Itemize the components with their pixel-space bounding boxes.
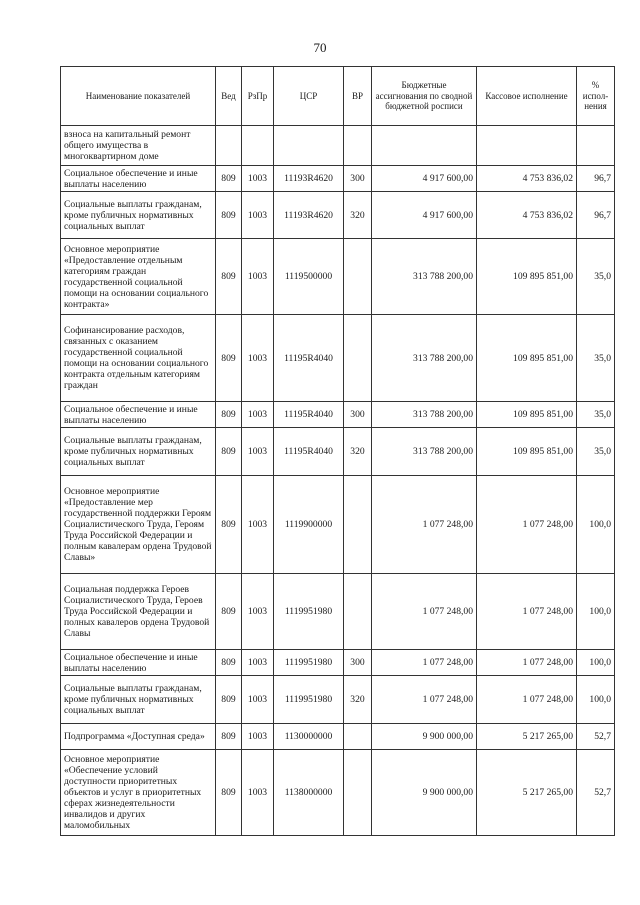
page-number: 70 [313, 40, 327, 55]
cell-execution-percent: 100,0 [577, 676, 615, 724]
cell-cash-execution: 109 895 851,00 [477, 402, 577, 428]
table-row [61, 126, 615, 166]
cell-vr [344, 724, 372, 750]
cell-csr [274, 126, 344, 166]
cell-ved: 809 [216, 428, 242, 476]
cell-execution-percent: 52,7 [577, 724, 615, 750]
cell-indicator-name: Социальное обеспечение и иные выплаты населению [61, 166, 216, 192]
cell-indicator-name: Основное мероприятие «Предоставление отдельным категориям граждан государственной социальной помощи на основании социального контракта» [61, 239, 216, 315]
cell-budget-allocations: 313 788 200,00 [372, 402, 477, 428]
cell-rzpr: 1003 [242, 428, 274, 476]
cell-cash-execution: 5 217 265,00 [477, 724, 577, 750]
cell-budget-allocations: 9 900 000,00 [372, 750, 477, 836]
cell-vr [344, 315, 372, 402]
cell-indicator-name: Социальная поддержка Героев Социалистического Труда, Героев Труда Российской Федерации и полных кавалеров ордена Трудовой Славы [61, 574, 216, 650]
cell-execution-percent: 96,7 [577, 166, 615, 192]
cell-csr: 11193R4620 [274, 192, 344, 239]
cell-budget-allocations: 4 917 600,00 [372, 166, 477, 192]
table-row [61, 315, 615, 402]
cell-vr: 320 [344, 192, 372, 239]
cell-indicator-name: Социальное обеспечение и иные выплаты населению [61, 402, 216, 428]
cell-indicator-name: Социальное обеспечение и иные выплаты населению [61, 650, 216, 676]
cell-indicator-name: взноса на капитальный ремонт общего имущества в многоквартирном доме [61, 126, 216, 166]
table-row [61, 166, 615, 192]
table-row [61, 650, 615, 676]
cell-cash-execution: 109 895 851,00 [477, 315, 577, 402]
cell-ved: 809 [216, 724, 242, 750]
header-ved: Вед [216, 67, 242, 126]
cell-rzpr: 1003 [242, 239, 274, 315]
cell-ved: 809 [216, 192, 242, 239]
cell-budget-allocations: 313 788 200,00 [372, 315, 477, 402]
table-row [61, 402, 615, 428]
cell-csr: 11195R4040 [274, 428, 344, 476]
cell-ved: 809 [216, 402, 242, 428]
cell-vr: 300 [344, 650, 372, 676]
table-row [61, 476, 615, 574]
cell-vr [344, 476, 372, 574]
table-row [61, 676, 615, 724]
cell-ved: 809 [216, 676, 242, 724]
cell-vr [344, 750, 372, 836]
cell-ved: 809 [216, 476, 242, 574]
cell-vr: 320 [344, 428, 372, 476]
header-csr: ЦСР [274, 67, 344, 126]
cell-rzpr: 1003 [242, 650, 274, 676]
cell-indicator-name: Основное мероприятие «Обеспечение условий доступности приоритетных объектов и услуг в приоритетных сферах жизнедеятельности инвалидов и других маломобильных [61, 750, 216, 836]
cell-budget-allocations: 1 077 248,00 [372, 650, 477, 676]
cell-ved [216, 126, 242, 166]
cell-rzpr: 1003 [242, 724, 274, 750]
cell-execution-percent: 100,0 [577, 476, 615, 574]
cell-csr: 11193R4620 [274, 166, 344, 192]
cell-cash-execution: 5 217 265,00 [477, 750, 577, 836]
header-cash-execution: Кассовое исполнение [477, 67, 577, 126]
cell-vr: 300 [344, 402, 372, 428]
cell-budget-allocations: 1 077 248,00 [372, 676, 477, 724]
table-row [61, 724, 615, 750]
cell-indicator-name: Социальные выплаты гражданам, кроме публичных нормативных социальных выплат [61, 192, 216, 239]
table-row [61, 574, 615, 650]
cell-execution-percent: 35,0 [577, 428, 615, 476]
cell-cash-execution: 1 077 248,00 [477, 476, 577, 574]
header-indicator-name: Наименование показателей [61, 67, 216, 126]
cell-rzpr: 1003 [242, 402, 274, 428]
cell-rzpr: 1003 [242, 750, 274, 836]
cell-cash-execution: 4 753 836,02 [477, 166, 577, 192]
cell-indicator-name: Софинансирование расходов, связанных с оказанием государственной социальной помощи на основании социального контракта отдельным категориям граждан [61, 315, 216, 402]
cell-csr: 1119951980 [274, 650, 344, 676]
cell-cash-execution: 1 077 248,00 [477, 574, 577, 650]
header-vr: ВР [344, 67, 372, 126]
cell-execution-percent [577, 126, 615, 166]
cell-csr: 1119951980 [274, 676, 344, 724]
cell-vr [344, 239, 372, 315]
header-budget-allocations: Бюджетные ассигнования по сводной бюджетной росписи [372, 67, 477, 126]
cell-ved: 809 [216, 315, 242, 402]
cell-rzpr: 1003 [242, 166, 274, 192]
cell-execution-percent: 35,0 [577, 402, 615, 428]
cell-rzpr [242, 126, 274, 166]
cell-rzpr: 1003 [242, 192, 274, 239]
cell-ved: 809 [216, 650, 242, 676]
cell-budget-allocations: 4 917 600,00 [372, 192, 477, 239]
cell-csr: 11195R4040 [274, 402, 344, 428]
cell-csr: 1138000000 [274, 750, 344, 836]
cell-budget-allocations: 313 788 200,00 [372, 428, 477, 476]
cell-indicator-name: Социальные выплаты гражданам, кроме публичных нормативных социальных выплат [61, 676, 216, 724]
cell-csr: 1119900000 [274, 476, 344, 574]
cell-vr: 320 [344, 676, 372, 724]
cell-execution-percent: 100,0 [577, 574, 615, 650]
cell-rzpr: 1003 [242, 574, 274, 650]
cell-budget-allocations: 1 077 248,00 [372, 574, 477, 650]
cell-ved: 809 [216, 239, 242, 315]
cell-csr: 1130000000 [274, 724, 344, 750]
cell-indicator-name: Основное мероприятие «Предоставление мер государственной поддержки Героям Социалистического Труда, Героям Труда Российской Федерации и полным кавалерам ордена Трудовой Славы» [61, 476, 216, 574]
cell-execution-percent: 35,0 [577, 239, 615, 315]
header-rzpr: РзПр [242, 67, 274, 126]
budget-execution-table [60, 66, 615, 836]
table-row [61, 428, 615, 476]
table-row [61, 750, 615, 836]
cell-csr: 11195R4040 [274, 315, 344, 402]
header-execution-percent: % испол-нения [577, 67, 615, 126]
cell-ved: 809 [216, 166, 242, 192]
cell-cash-execution: 109 895 851,00 [477, 239, 577, 315]
table-row [61, 239, 615, 315]
cell-budget-allocations: 9 900 000,00 [372, 724, 477, 750]
cell-vr [344, 574, 372, 650]
cell-execution-percent: 35,0 [577, 315, 615, 402]
table-row [61, 192, 615, 239]
table-header-row [61, 67, 615, 126]
cell-csr: 1119500000 [274, 239, 344, 315]
cell-rzpr: 1003 [242, 676, 274, 724]
cell-budget-allocations: 313 788 200,00 [372, 239, 477, 315]
cell-vr: 300 [344, 166, 372, 192]
cell-cash-execution: 4 753 836,02 [477, 192, 577, 239]
cell-execution-percent: 52,7 [577, 750, 615, 836]
cell-ved: 809 [216, 750, 242, 836]
cell-cash-execution: 1 077 248,00 [477, 676, 577, 724]
cell-indicator-name: Подпрограмма «Доступная среда» [61, 724, 216, 750]
cell-budget-allocations: 1 077 248,00 [372, 476, 477, 574]
cell-execution-percent: 96,7 [577, 192, 615, 239]
cell-cash-execution: 1 077 248,00 [477, 650, 577, 676]
cell-rzpr: 1003 [242, 476, 274, 574]
cell-budget-allocations [372, 126, 477, 166]
cell-csr: 1119951980 [274, 574, 344, 650]
cell-ved: 809 [216, 574, 242, 650]
cell-cash-execution [477, 126, 577, 166]
table-body [61, 126, 615, 836]
cell-vr [344, 126, 372, 166]
cell-execution-percent: 100,0 [577, 650, 615, 676]
cell-cash-execution: 109 895 851,00 [477, 428, 577, 476]
cell-rzpr: 1003 [242, 315, 274, 402]
cell-indicator-name: Социальные выплаты гражданам, кроме публичных нормативных социальных выплат [61, 428, 216, 476]
